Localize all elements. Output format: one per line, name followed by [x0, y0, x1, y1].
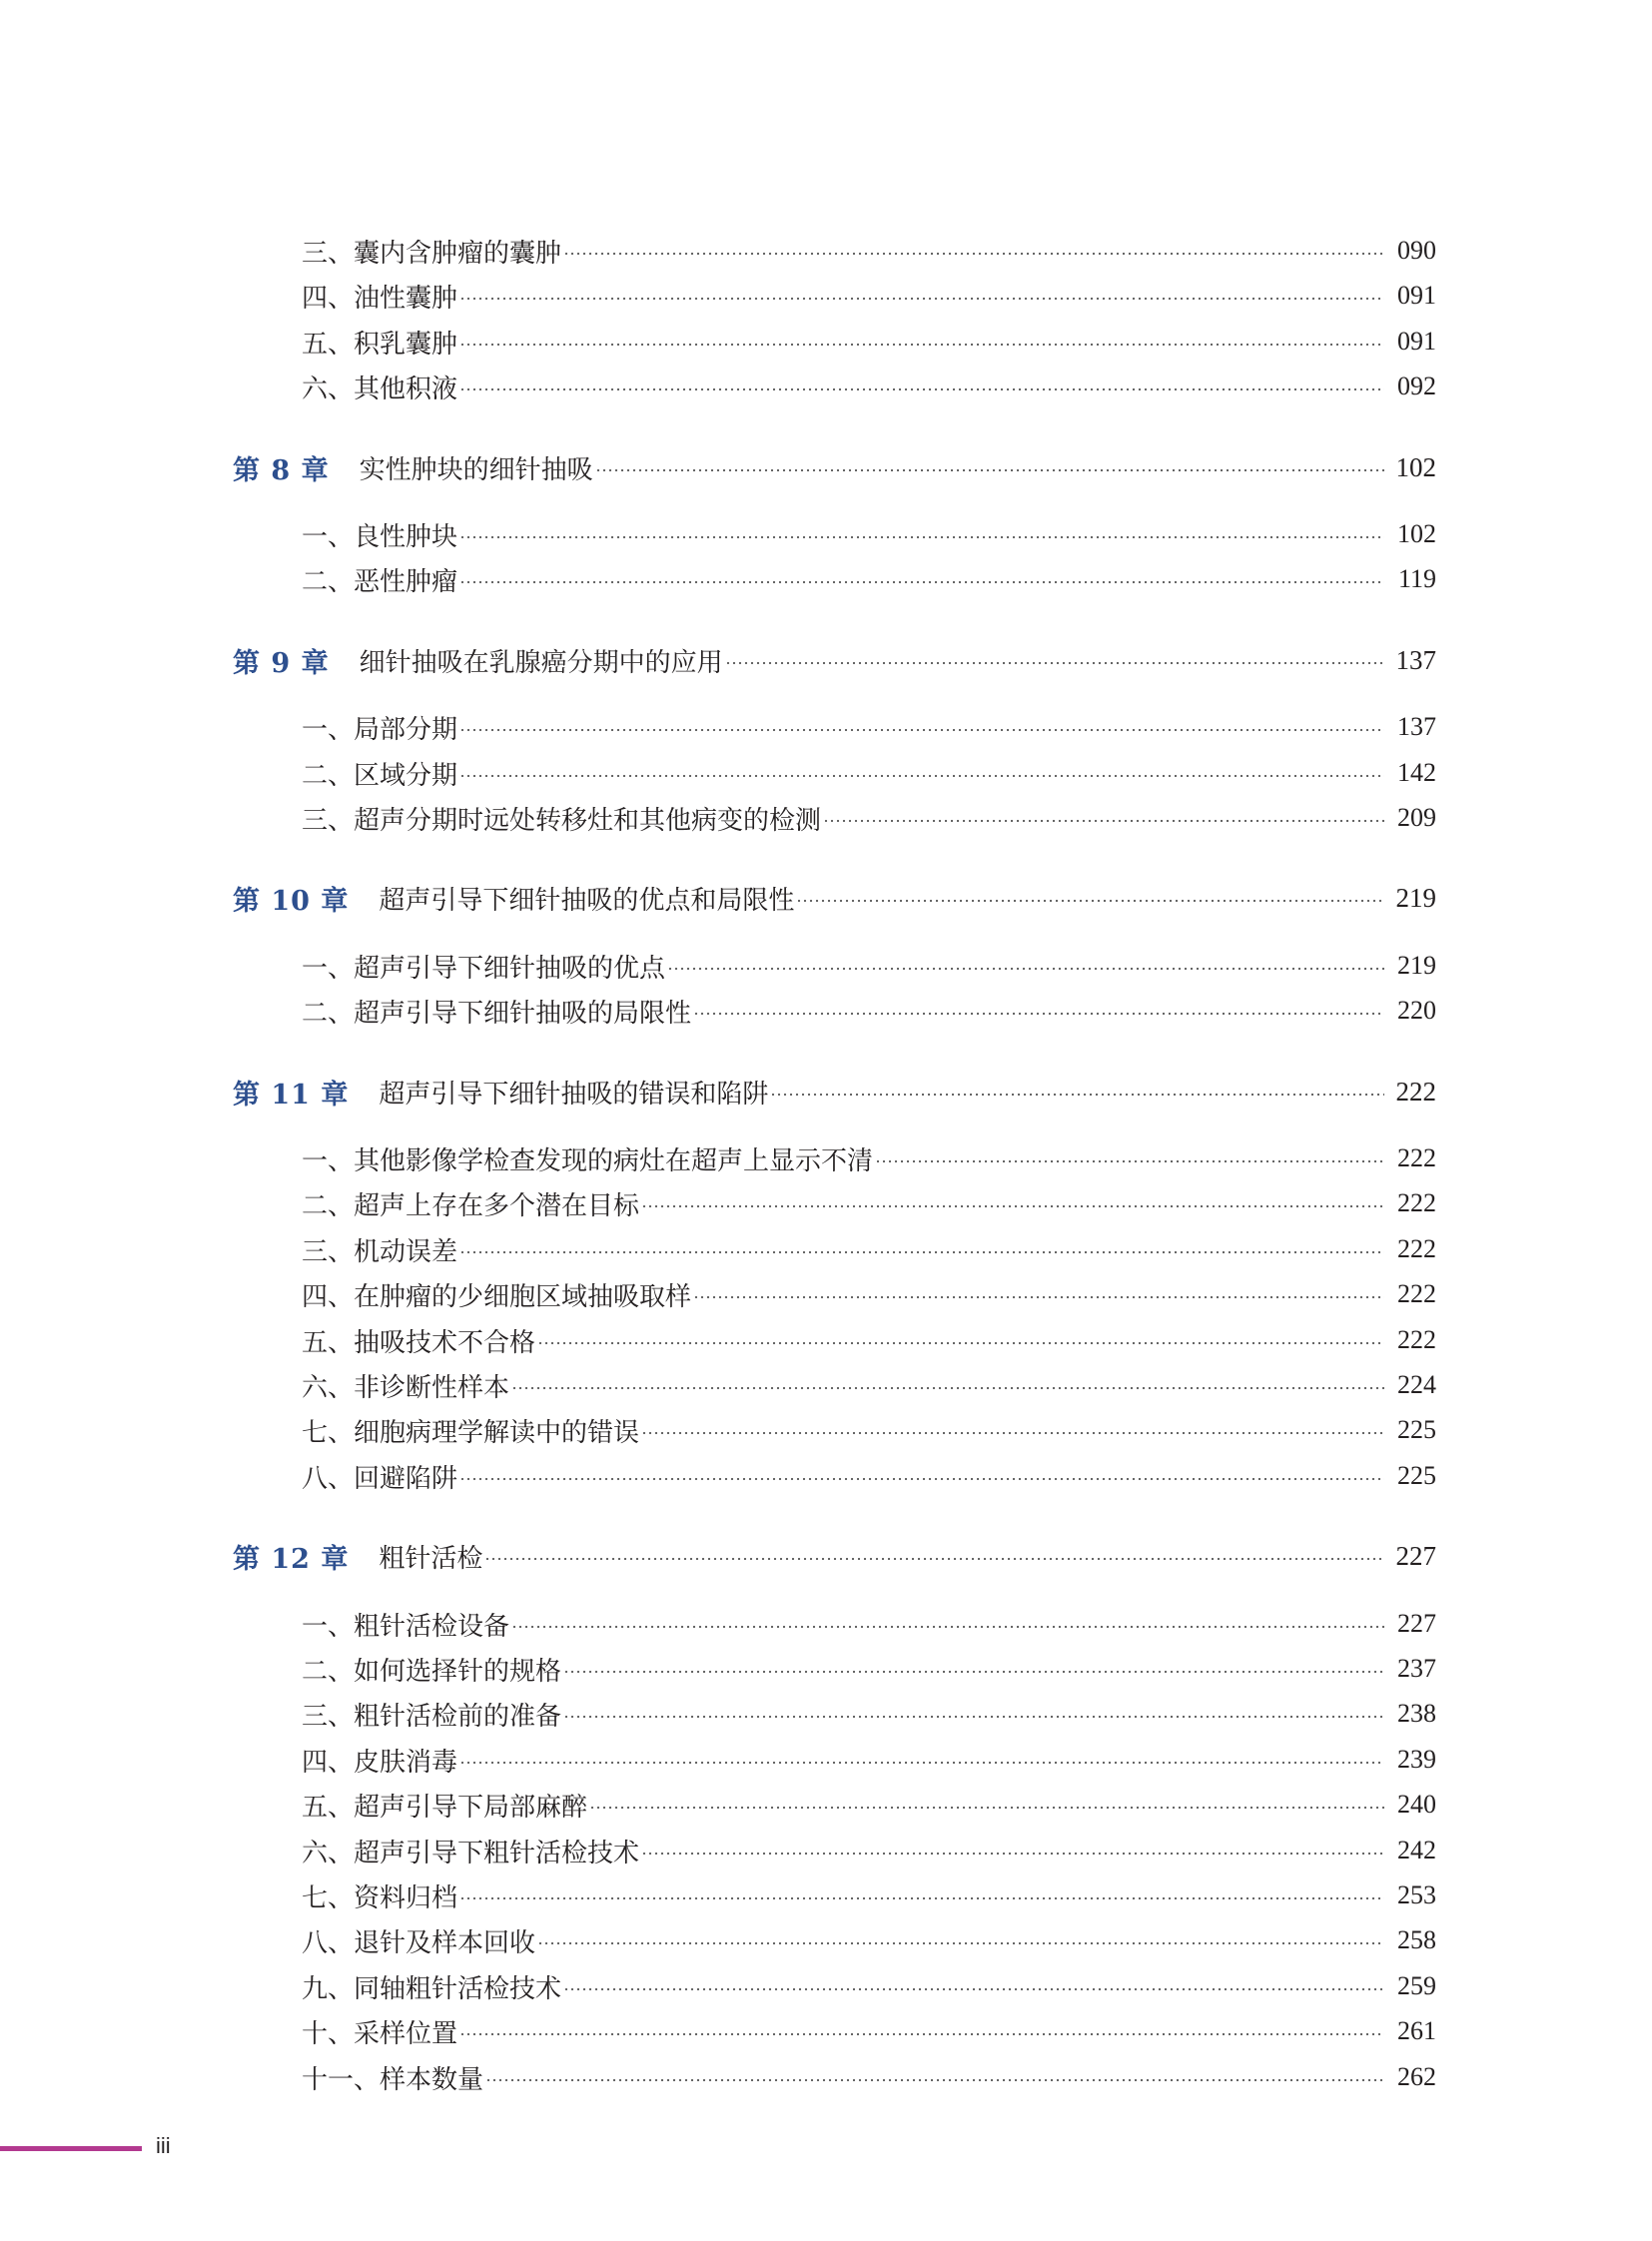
- dot-leader: [459, 728, 1384, 732]
- dot-leader: [589, 1806, 1384, 1810]
- chapter-number: 第 12 章: [233, 1543, 350, 1575]
- chapter-title: 细针抽吸在乳腺癌分期中的应用: [359, 647, 723, 678]
- toc-section-entry[interactable]: [302, 753, 1436, 793]
- page-ref: 209: [1397, 803, 1436, 832]
- toc-section-entry[interactable]: [302, 946, 1436, 986]
- section-title: 一、良性肿块: [302, 521, 458, 552]
- page-ref: 090: [1397, 236, 1436, 265]
- dot-leader: [459, 774, 1384, 778]
- page-ref: 222: [1397, 1188, 1436, 1217]
- section-title: 三、囊内含肿瘤的囊肿: [302, 238, 562, 269]
- page-ref: 239: [1397, 1745, 1436, 1774]
- toc-chapter-entry[interactable]: [233, 640, 1436, 680]
- section-title: 一、局部分期: [302, 714, 458, 745]
- toc-chapter-entry[interactable]: [233, 447, 1436, 487]
- page-ref: 222: [1395, 1076, 1436, 1107]
- dot-leader: [459, 535, 1384, 539]
- toc-chapter-entry[interactable]: [233, 1072, 1436, 1112]
- section-title: 二、超声引导下细针抽吸的局限性: [302, 998, 692, 1029]
- section-title: 二、如何选择针的规格: [302, 1656, 562, 1687]
- toc-section-entry[interactable]: [302, 1649, 1436, 1689]
- page-ref: 242: [1397, 1836, 1436, 1865]
- section-title: 二、区域分期: [302, 760, 458, 791]
- page-ref: 142: [1397, 758, 1436, 787]
- section-title: 二、超声上存在多个潜在目标: [302, 1190, 640, 1221]
- section-title: 六、非诊断性样本: [302, 1372, 510, 1403]
- page-ref: 253: [1397, 1880, 1436, 1909]
- page-ref: 225: [1397, 1415, 1436, 1444]
- toc-section-entry[interactable]: [302, 1694, 1436, 1734]
- dot-leader: [725, 661, 1384, 665]
- page-ref: 219: [1395, 882, 1436, 913]
- section-title: 二、恶性肿瘤: [302, 566, 458, 597]
- toc-section-entry[interactable]: [302, 1920, 1436, 1960]
- dot-leader: [595, 468, 1384, 472]
- dot-leader: [459, 1250, 1384, 1254]
- dot-leader: [693, 1012, 1384, 1016]
- section-title: 三、机动误差: [302, 1236, 458, 1267]
- dot-leader: [875, 1159, 1384, 1163]
- toc-section-entry[interactable]: [302, 707, 1436, 747]
- dot-leader: [563, 1715, 1384, 1719]
- chapter-number: 第 9 章: [233, 647, 330, 679]
- section-title: 六、其他积液: [302, 374, 458, 404]
- page-ref: 137: [1395, 644, 1436, 675]
- page-ref: 091: [1397, 281, 1436, 310]
- toc-section-entry[interactable]: [302, 1320, 1436, 1360]
- page-ref: 237: [1397, 1654, 1436, 1683]
- page-ref: 119: [1397, 564, 1436, 593]
- toc-section-entry[interactable]: [302, 276, 1436, 316]
- section-title: 六、超声引导下粗针活检技术: [302, 1838, 640, 1868]
- page-ref: 261: [1397, 2016, 1436, 2045]
- dot-leader: [641, 1204, 1384, 1208]
- page-ref: 227: [1397, 1609, 1436, 1638]
- toc-section-entry[interactable]: [302, 1875, 1436, 1915]
- toc-section-entry[interactable]: [302, 514, 1436, 554]
- toc-section-entry[interactable]: [302, 991, 1436, 1031]
- section-title: 十一、样本数量: [302, 2064, 484, 2095]
- page-ref: 262: [1397, 2062, 1436, 2091]
- dot-leader: [641, 1431, 1384, 1435]
- chapter-number: 第 11 章: [233, 1079, 350, 1111]
- toc-section-entry[interactable]: [302, 2011, 1436, 2051]
- chapter-number: 第 10 章: [233, 885, 350, 917]
- toc-section-entry[interactable]: [302, 367, 1436, 406]
- section-title: 八、回避陷阱: [302, 1463, 458, 1494]
- section-title: 三、超声分期时远处转移灶和其他病变的检测: [302, 805, 822, 836]
- section-title: 九、同轴粗针活检技术: [302, 1973, 562, 2004]
- toc-chapter-entry[interactable]: [233, 1536, 1436, 1576]
- dot-leader: [563, 1987, 1384, 1991]
- section-title: 一、其他影像学检查发现的病灶在超声上显示不清: [302, 1145, 874, 1176]
- toc-section-entry[interactable]: [302, 1966, 1436, 2006]
- page-ref: 219: [1397, 951, 1436, 980]
- dot-leader: [796, 899, 1384, 903]
- chapter-title: 实性肿块的细针抽吸: [359, 454, 593, 485]
- toc-section-entry[interactable]: [302, 1229, 1436, 1269]
- toc-section-entry[interactable]: [302, 798, 1436, 838]
- toc-section-entry[interactable]: [302, 1785, 1436, 1825]
- dot-leader: [537, 1941, 1384, 1945]
- toc-section-entry[interactable]: [302, 1410, 1436, 1450]
- chapter-number: 第 8 章: [233, 454, 330, 486]
- section-title: 七、细胞病理学解读中的错误: [302, 1417, 640, 1448]
- dot-leader: [511, 1625, 1384, 1629]
- page-ref: 102: [1397, 519, 1436, 548]
- toc-section-entry[interactable]: [302, 1138, 1436, 1178]
- toc-section-entry[interactable]: [302, 1831, 1436, 1870]
- dot-leader: [641, 1852, 1384, 1856]
- page-ref: 222: [1397, 1279, 1436, 1308]
- section-title: 三、粗针活检前的准备: [302, 1701, 562, 1732]
- section-title: 七、资料归档: [302, 1882, 458, 1913]
- chapter-title: 粗针活检: [379, 1543, 483, 1574]
- toc-section-entry[interactable]: [302, 1604, 1436, 1644]
- dot-leader: [563, 252, 1384, 256]
- dot-leader: [770, 1093, 1384, 1097]
- toc-section-entry[interactable]: [302, 559, 1436, 599]
- dot-leader: [459, 1761, 1384, 1765]
- toc-section-entry[interactable]: [302, 231, 1436, 271]
- section-title: 四、油性囊肿: [302, 283, 458, 314]
- dot-leader: [693, 1295, 1384, 1299]
- page-ref: 258: [1397, 1925, 1436, 1954]
- section-title: 五、积乳囊肿: [302, 329, 458, 360]
- dot-leader: [459, 1477, 1384, 1481]
- dot-leader: [563, 1670, 1384, 1674]
- dot-leader: [459, 343, 1384, 347]
- section-title: 一、粗针活检设备: [302, 1611, 510, 1642]
- page-ref: 091: [1397, 327, 1436, 356]
- page-ref: 222: [1397, 1234, 1436, 1263]
- section-title: 十、采样位置: [302, 2018, 458, 2049]
- page-number: iii: [156, 2133, 171, 2158]
- dot-leader: [459, 2032, 1384, 2036]
- toc-section-entry[interactable]: [302, 1274, 1436, 1314]
- toc-section-entry[interactable]: [302, 2057, 1436, 2097]
- section-title: 五、抽吸技术不合格: [302, 1327, 536, 1358]
- toc-chapter-entry[interactable]: [233, 878, 1436, 918]
- page-ref: 224: [1397, 1370, 1436, 1399]
- page-ref: 222: [1397, 1143, 1436, 1172]
- footer-rule: [0, 2146, 142, 2151]
- dot-leader: [459, 580, 1384, 584]
- dot-leader: [823, 819, 1384, 823]
- page-ref: 227: [1395, 1540, 1436, 1571]
- section-title: 四、在肿瘤的少细胞区域抽吸取样: [302, 1281, 692, 1312]
- page-ref: 137: [1397, 712, 1436, 741]
- page-ref: 220: [1397, 996, 1436, 1025]
- section-title: 五、超声引导下局部麻醉: [302, 1792, 588, 1823]
- page-ref: 102: [1395, 451, 1436, 482]
- dot-leader: [485, 2078, 1384, 2082]
- dot-leader: [459, 297, 1384, 301]
- section-title: 八、退针及样本回收: [302, 1927, 536, 1958]
- chapter-title: 超声引导下细针抽吸的错误和陷阱: [379, 1079, 769, 1110]
- section-title: 一、超声引导下细针抽吸的优点: [302, 953, 666, 984]
- page-ref: 238: [1397, 1699, 1436, 1728]
- page-ref: 092: [1397, 372, 1436, 400]
- dot-leader: [537, 1341, 1384, 1345]
- chapter-title: 超声引导下细针抽吸的优点和局限性: [379, 885, 795, 916]
- dot-leader: [484, 1557, 1384, 1561]
- dot-leader: [459, 387, 1384, 391]
- toc-section-entry[interactable]: [302, 1183, 1436, 1223]
- toc-section-entry[interactable]: [302, 1740, 1436, 1780]
- dot-leader: [459, 1896, 1384, 1900]
- dot-leader: [667, 967, 1384, 971]
- page-ref: 222: [1397, 1325, 1436, 1354]
- section-title: 四、皮肤消毒: [302, 1747, 458, 1778]
- page-ref: 240: [1397, 1790, 1436, 1819]
- page-ref: 225: [1397, 1461, 1436, 1490]
- page-ref: 259: [1397, 1971, 1436, 2000]
- toc-section-entry[interactable]: [302, 1365, 1436, 1405]
- dot-leader: [511, 1386, 1384, 1390]
- toc-section-entry[interactable]: [302, 1456, 1436, 1496]
- toc-section-entry[interactable]: [302, 322, 1436, 362]
